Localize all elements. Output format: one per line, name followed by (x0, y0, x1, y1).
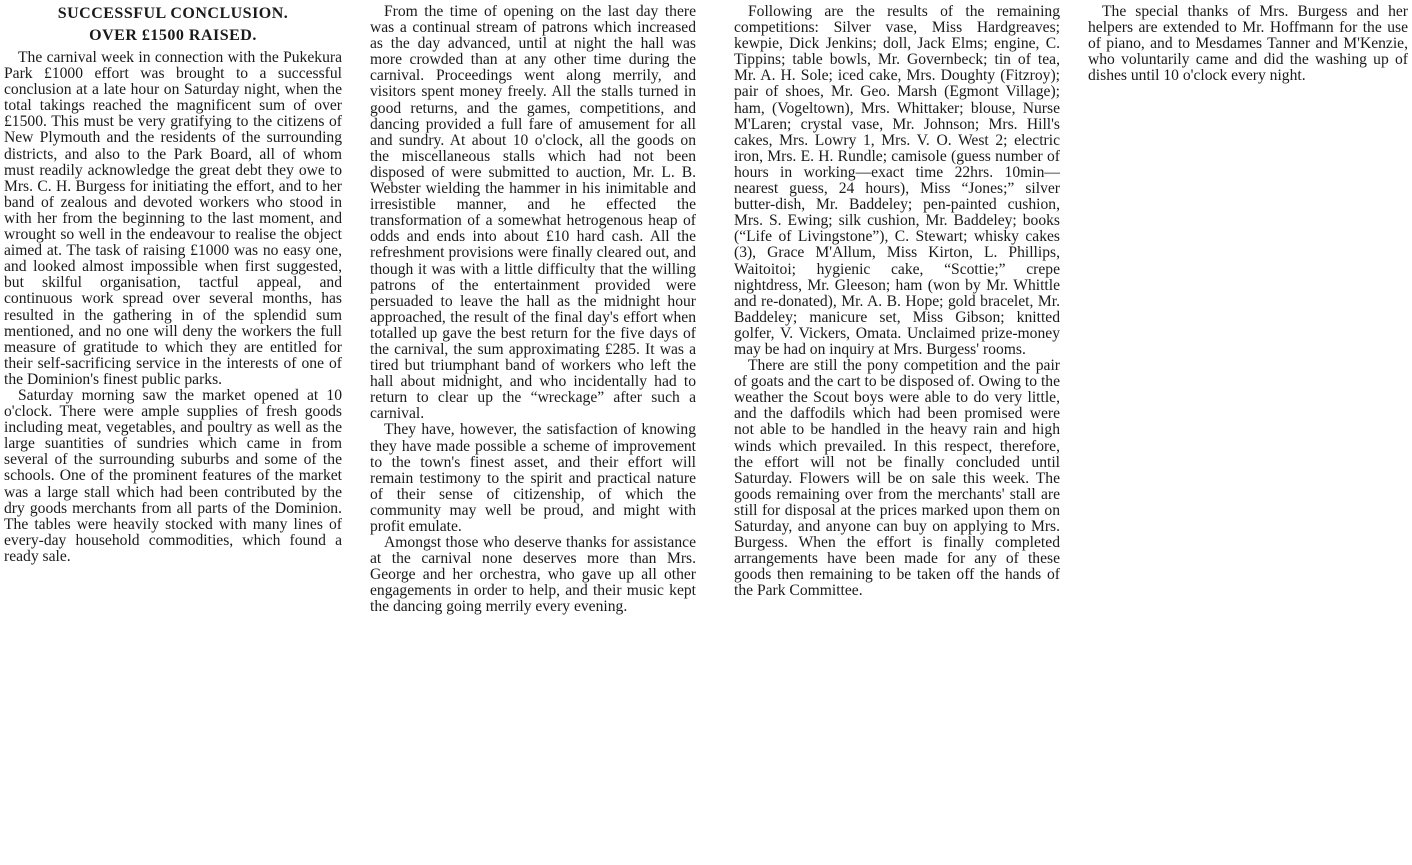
paragraph: The carnival week in connection with the Pukekura Park £1000 effort was brought to a successful conclusion at a late hour on Saturday night, when the total takings reached the magnificent sum of over £1500. This must be very gratifying to the citizens of New Plymouth and the residents of the surrounding districts, and also to the Park Board, all of whom must readily acknowledge the great debt they owe to Mrs. C. H. Burgess for initiating the effort, and to her band of zealous and devoted workers who stood in with her from the beginning to the last moment, and wrought so well in the endeavour to realise the object aimed at. The task of raising £1000 was no easy one, and looked almost impossible when first suggested, but skilful organisation, tactful appeal, and continuous work spread over several months, has resulted in the gathering in of the splendid sum mentioned, and no one will deny the workers the full measure of gratitude to which they are entitled for their self-sacrificing service in the interests of one of the Dominion's finest public parks. (4, 49, 342, 388)
column-4 (1088, 4, 1408, 84)
paragraph: They have, however, the satisfaction of knowing they have made possible a scheme of improvement to the town's finest asset, and their effort will remain testimony to the spirit and practical nature of their sense of citizenship, of which the community may well be proud, and might with profit emulate. (370, 421, 696, 535)
column-3 (734, 4, 1060, 599)
column-2 (370, 4, 696, 616)
subheadline: OVER £1500 RAISED. (89, 27, 257, 44)
paragraph: The special thanks of Mrs. Burgess and her helpers are extended to Mr. Hoffmann for the use of piano, and to Mesdames Tanner and M'Kenzie, who voluntarily came and did the washing up of dishes until 10 o'clock every night. (1088, 3, 1408, 85)
paragraph: From the time of opening on the last day there was a continual stream of patrons which increased as the day advanced, until at night the hall was more crowded than at any other time during the carnival. Proceedings went along merrily, and visitors spent money freely. All the stalls turned in good returns, and the games, competitions, and dancing provided a full fare of amusement for all and sundry. At about 10 o'clock, all the goods on the miscellaneous stalls which had not been disposed of were submitted to auction, Mr. L. B. Webster wielding the hammer in his inimitable and irresistible manner, and he effected the transformation of a somewhat hetrogenous heap of odds and ends into about £10 hard cash. All the refreshment provisions were finally cleared out, and though it was with a little difficulty that the willing patrons of the entertainment provided were persuaded to leave the hall as the midnight hour approached, the result of the final day's effort when totalled up gave the best return for the five days of the carnival, the sum approximating £285. It was a tired but triumphant band of workers who left the hall about midnight, and who incidentally had to return to clear up the “wreckage” after such a carnival. (370, 3, 696, 423)
paragraph: Amongst those who deserve thanks for assistance at the carnival none deserves more than Mrs. George and her orchestra, who gave up all other engagements in order to help, and their music kept the dancing going merrily every evening. (370, 534, 696, 616)
paragraph: Following are the results of the remaining competitions: Silver vase, Miss Hardgreaves; kewpie, Dick Jenkins; doll, Jack Elms; engine, C. Tippins; table bowls, Mr. Governbeck; tin of tea, Mr. A. H. Sole; iced cake, Mrs. Doughty (Fitzroy); pair of shoes, Mr. Geo. Marsh (Egmont Village); ham, (Vogeltown), Mrs. Whittaker; blouse, Nurse M'Laren; crystal vase, Mr. Johnson; Mrs. Hill's cakes, Mrs. Lowry 1, Mrs. V. O. West 2; electric iron, Mrs. E. H. Rundle; camisole (guess number of hours in working—exact time 22hrs. 10min—nearest guess, 24 hours), Miss “Jones;” silver butter-dish, Mr. Baddeley; pen-painted cushion, Mrs. S. Ewing; silk cushion, Mr. Baddeley; books (“Life of Livingstone”), C. Stewart; whisky cakes (3), Grace M'Allum, Miss Kirton, L. Phillips, Waitoitoi; hygienic cake, “Scottie;” crepe nightdress, Mr. Gleeson; ham (won by Mr. Whittle and re-donated), Mr. A. B. Hope; gold bracelet, Mr. Baddeley; manicure set, Miss Gibson; knitted golfer, V. Vickers, Omata. Unclaimed prize-money may be had on inquiry at Mrs. Burgess' rooms. (734, 3, 1060, 358)
column-1 (4, 4, 342, 565)
paragraph: There are still the pony competition and the pair of goats and the cart to be disposed of. Owing to the weather the Scout boys were able to do very little, and the daffodils which had been promised were not able to be handled in the heavy rain and high winds which prevailed. In this respect, therefore, the effort will not be finally concluded until Saturday. Flowers will be on sale this week. The goods remaining over from the merchants' stall are still for disposal at the prices marked upon them on Saturday, and anyone can buy on applying to Mrs. Burgess. When the effort is finally completed arrangements have been made for any of these goods then remaining to be taken off the hands of the Park Committee. (734, 357, 1060, 600)
paragraph: Saturday morning saw the market opened at 10 o'clock. There were ample supplies of fresh goods including meat, vegetables, and poultry as well as the large suantities of sundries which came in from several of the surrounding suburbs and some of the schools. One of the prominent features of the market was a large stall which had been contributed by the dry goods merchants from all parts of the Dominion. The tables were heavily stocked with many lines of every-day household commodities, which found a ready sale. (4, 386, 342, 565)
headline: SUCCESSFUL CONCLUSION. (57, 5, 289, 22)
